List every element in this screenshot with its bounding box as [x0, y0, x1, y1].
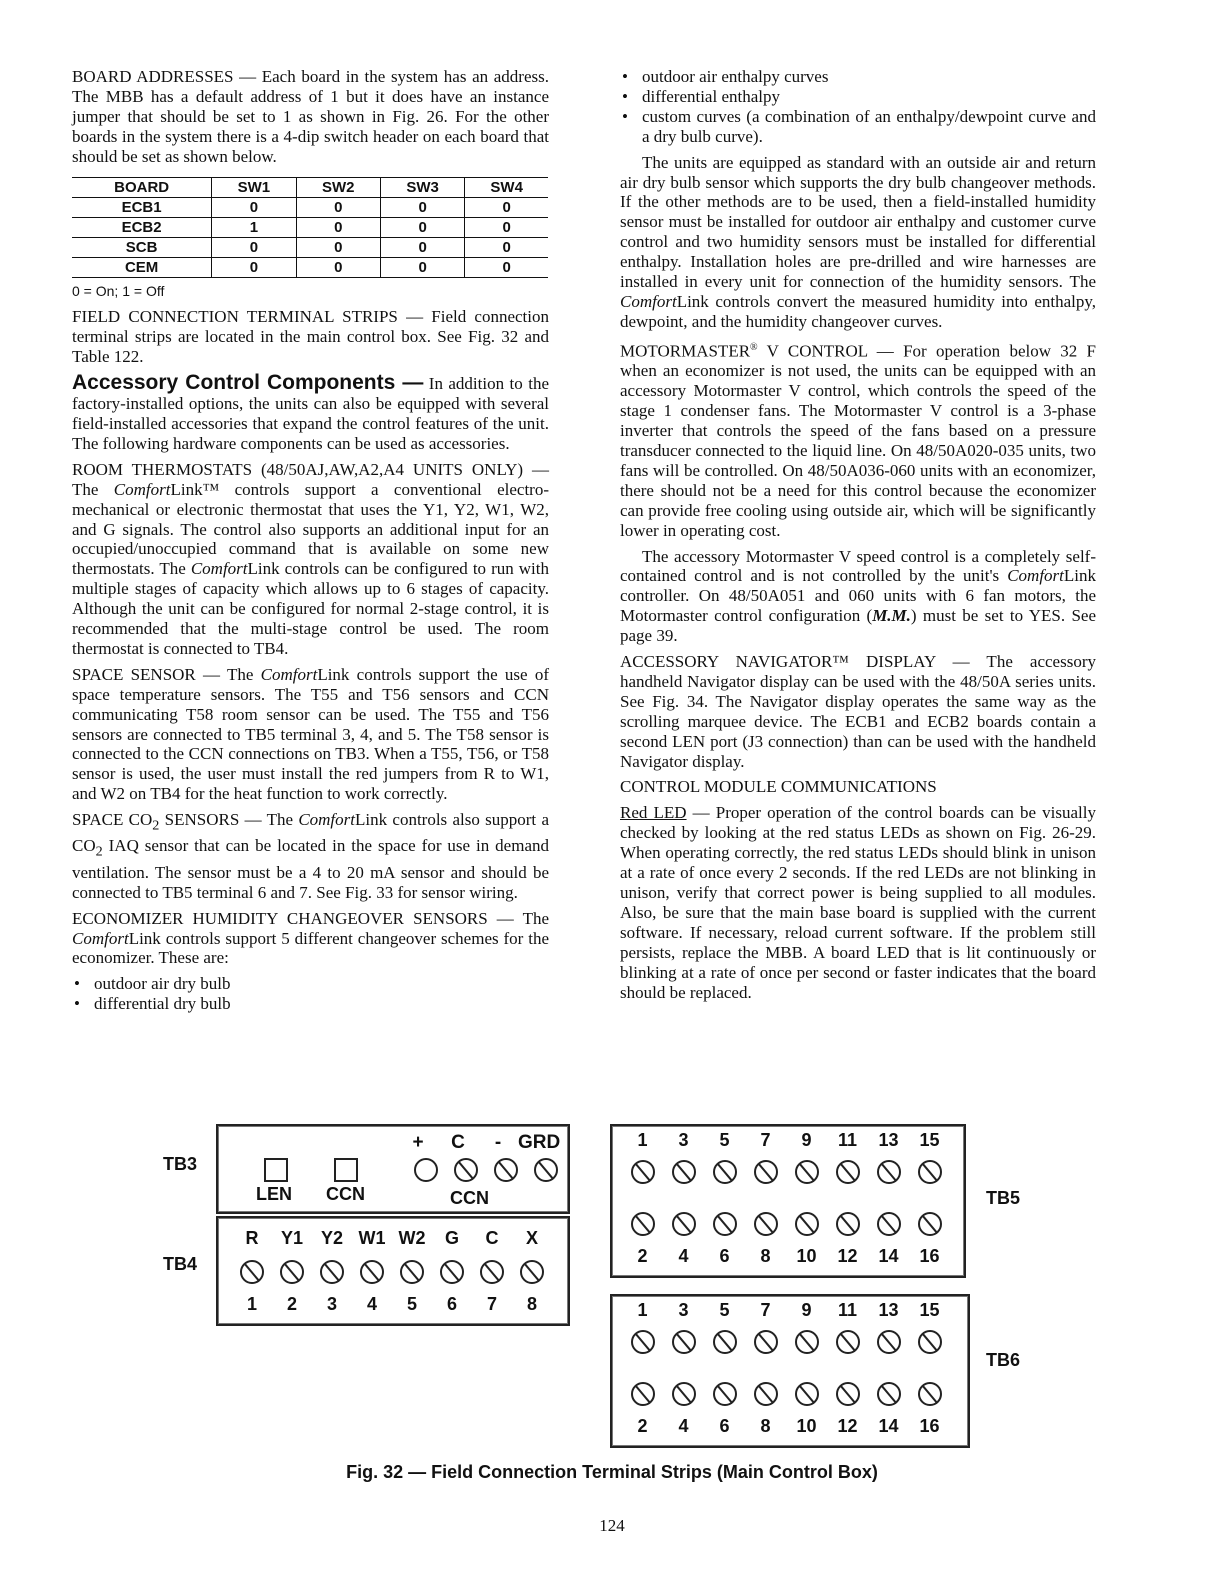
terminal-screw-icon	[754, 1330, 778, 1354]
control-module-heading: CONTROL MODULE COMMUNICATIONS	[620, 777, 937, 797]
terminal-screw-icon	[795, 1330, 819, 1354]
tb6-top-screws	[622, 1330, 950, 1359]
terminal-screw-icon	[836, 1382, 860, 1406]
terminal-label: 9	[801, 1300, 812, 1320]
list-item: • outdoor air dry bulb	[72, 974, 549, 994]
terminal-label: 2	[637, 1416, 648, 1436]
terminal-screw-icon	[713, 1160, 737, 1184]
screw-c-icon	[454, 1158, 478, 1182]
terminal-label: 3	[326, 1294, 337, 1314]
ccn-group-label: CCN	[450, 1188, 489, 1208]
terminal-screw-icon	[754, 1212, 778, 1236]
table-cell: 0	[296, 237, 380, 257]
terminal-label: C	[485, 1228, 499, 1248]
terminal-label: 2	[637, 1246, 648, 1266]
terminal-screw-icon	[877, 1212, 901, 1236]
tb3-screws	[406, 1158, 566, 1187]
right-column	[620, 67, 1096, 1008]
terminal-label: 11	[837, 1300, 858, 1320]
tb4-label: TB4	[163, 1254, 198, 1274]
len-terminal-icon	[264, 1158, 288, 1182]
list-item: • differential dry bulb	[72, 994, 549, 1014]
terminal-screw-icon	[795, 1212, 819, 1236]
terminal-label: 15	[919, 1300, 940, 1320]
table-header: SW4	[465, 177, 548, 197]
terminal-label: 16	[919, 1416, 940, 1436]
terminal-screw-icon	[320, 1260, 344, 1284]
terminal-screw-icon	[631, 1382, 655, 1406]
table-header: BOARD	[72, 177, 212, 197]
terminal-label: R	[245, 1228, 259, 1248]
terminal-label: 9	[801, 1130, 812, 1150]
terminal-label: 15	[919, 1130, 940, 1150]
table-row	[72, 237, 548, 257]
terminal-label: 7	[760, 1300, 771, 1320]
terminal-label: 13	[878, 1300, 899, 1320]
terminal-screw-icon	[672, 1382, 696, 1406]
units-equipped-paragraph: The units are equipped as standard with an outside air and return air dry bulb sensor which supports the dry bulb changeover methods. If the other methods are to be used, then a field-installed humidity sensor must be installed for outdoor air enthalpy and customer curve control and two humidity sensors must be installed for differential enthalpy. Installation holes are pre-drilled and wire harnesses are installed in every unit for connection of the humidity sensors. The ComfortLink controls convert the measured humidity into enthalpy, dewpoint, and the humidity changeover curves.	[620, 152, 1096, 331]
motormaster-paragraph: MOTORMASTER® V CONTROL — For operation below 32 F when an economizer is not used, the units can be equipped with an accessory Motormaster V control, which controls the speed of the stage 1 condenser fans. The Motormaster V control is a 3-phase inverter that controls the speed of the fans based on a pressure transducer connected to the liquid line. On 48/50A020-035 units, two fans will be controlled. On 48/50A036-060 units with an economizer, there should not be a need for this control because the economizer can provide free cooling using outside air, which will be significantly lower in operating cost.	[620, 341, 1096, 540]
terminal-label: W1	[358, 1228, 386, 1248]
terminal-screw-icon	[713, 1382, 737, 1406]
terminal-screw-icon	[754, 1160, 778, 1184]
terminal-screw-icon	[836, 1330, 860, 1354]
tb5-strip	[610, 1124, 966, 1278]
table-cell: 1	[212, 217, 296, 237]
terminal-label: 4	[678, 1246, 689, 1266]
terminal-screw-icon	[795, 1382, 819, 1406]
ccn-terminal-icon	[334, 1158, 358, 1182]
screw-minus-icon	[494, 1158, 518, 1182]
terminal-label: 13	[878, 1130, 899, 1150]
table-cell: 0	[212, 257, 296, 277]
economizer-bullet-list	[72, 974, 549, 1014]
tb6-strip	[610, 1294, 970, 1448]
table-header: SW2	[296, 177, 380, 197]
tb5-odd-numbers	[622, 1130, 950, 1151]
terminal-screw-icon	[480, 1260, 504, 1284]
switch-note: 0 = On; 1 = Off	[72, 282, 165, 299]
terminal-screw-icon	[918, 1212, 942, 1236]
tb5-bottom-screws	[622, 1212, 950, 1241]
terminal-label: 2	[286, 1294, 297, 1314]
terminal-label: 1	[637, 1130, 648, 1150]
len-label: LEN	[256, 1184, 292, 1204]
table-header: SW3	[380, 177, 464, 197]
field-connection-paragraph: FIELD CONNECTION TERMINAL STRIPS — Field connection terminal strips are located in the main control box. See Fig. 32 and Table 122.	[72, 307, 549, 367]
ccn-label: CCN	[326, 1184, 365, 1204]
terminal-screw-icon	[631, 1330, 655, 1354]
terminal-screw-icon	[360, 1260, 384, 1284]
list-item: • custom curves (a combination of an enthalpy/dewpoint curve and a dry bulb curve).	[620, 107, 1096, 147]
terminal-screw-icon	[918, 1330, 942, 1354]
terminal-screw-icon	[672, 1212, 696, 1236]
table-cell: ECB2	[72, 217, 212, 237]
terminal-screw-icon	[918, 1160, 942, 1184]
terminal-label: 6	[719, 1416, 730, 1436]
terminal-label: 8	[526, 1294, 537, 1314]
table-cell: 0	[380, 257, 464, 277]
terminal-label: 12	[837, 1246, 858, 1266]
table-cell: 0	[465, 237, 548, 257]
table-cell: 0	[380, 217, 464, 237]
terminal-label: 3	[678, 1130, 689, 1150]
economizer-paragraph: ECONOMIZER HUMIDITY CHANGEOVER SENSORS — The ComfortLink controls support 5 different changeover schemes for the economizer. These are:	[72, 908, 549, 968]
terminal-label: 14	[878, 1246, 899, 1266]
tb4-screws	[232, 1260, 552, 1289]
table-cell: 0	[380, 237, 464, 257]
terminal-label: 16	[919, 1246, 940, 1266]
terminal-label: 4	[678, 1416, 689, 1436]
table-cell: 0	[296, 217, 380, 237]
terminal-screw-icon	[280, 1260, 304, 1284]
tb6-even-numbers	[622, 1416, 950, 1437]
table-cell: 0	[465, 197, 548, 217]
tb6-odd-numbers	[622, 1300, 950, 1321]
terminal-label: X	[525, 1228, 538, 1248]
table-cell: 0	[465, 257, 548, 277]
table-cell: 0	[296, 197, 380, 217]
table-cell: 0	[380, 197, 464, 217]
terminal-screw-icon	[877, 1160, 901, 1184]
tb5-even-numbers	[622, 1246, 950, 1267]
terminal-screw-icon	[400, 1260, 424, 1284]
terminal-label: 12	[837, 1416, 858, 1436]
terminal-screw-icon	[836, 1212, 860, 1236]
table-cell: SCB	[72, 237, 212, 257]
tb4-signal-labels	[232, 1228, 552, 1249]
changeover-bullet-list	[620, 67, 1096, 147]
terminal-label: 14	[878, 1416, 899, 1436]
page-number: 124	[599, 1516, 625, 1535]
terminal-label: W2	[398, 1228, 426, 1248]
room-thermostats-paragraph: ROOM THERMOSTATS (48/50AJ,AW,A2,A4 UNITS ONLY) — The ComfortLink™ controls support a conventional electro-mechanical or electronic thermostat that uses the Y1, Y2, W1, W2, and G signals. The control also supports an additional input for an occupied/unoccupied command that is available on some new thermostats. The ComfortLink controls can be configured to run with multiple stages of capacity which allows up to 6 stages of capacity. Although the unit can be configured for normal 2-stage control, it is recommended that the multi-stage control be used. The room thermostat is connected to TB4.	[72, 459, 550, 658]
space-sensor-paragraph: SPACE SENSOR — The ComfortLink controls support the use of space temperature sensors. The T55 and T56 sensors and CCN communicating T58 room sensor can be used. The T55 and T56 sensors are connected to TB5 terminal 3, 4, and 5. The T58 sensor is connected to the CCN connections on TB3. When a T55, T56, or T58 sensor is used, the user must install the red jumpers from R to W1, and W2 on TB4 for the heat function to work correctly.	[72, 664, 549, 804]
table-row	[72, 197, 548, 217]
screw-grd-icon	[534, 1158, 558, 1182]
tb5-label: TB5	[986, 1188, 1021, 1208]
table-row	[72, 257, 548, 277]
tb3-label: TB3	[163, 1154, 198, 1174]
board-addresses-paragraph: BOARD ADDRESSES — Each board in the system has an address. The MBB has a default address of 1 but it does have an instance jumper that should be set to 1 as shown in Fig. 26. For the other boards in the system there is a 4-dip switch header on each board that should be set as shown below.	[72, 67, 549, 166]
terminal-label: 5	[719, 1130, 730, 1150]
figure-caption: Fig. 32 — Field Connection Terminal Strips (Main Control Box)	[346, 1462, 878, 1482]
accessory-heading: Accessory Control Components —	[72, 371, 424, 395]
terminal-screw-icon	[672, 1160, 696, 1184]
terminal-label: 5	[719, 1300, 730, 1320]
terminal-label: G	[444, 1228, 459, 1248]
terminal-label: Y2	[320, 1228, 344, 1248]
terminal-label: 6	[446, 1294, 457, 1314]
navigator-paragraph: ACCESSORY NAVIGATOR™ DISPLAY — The accessory handheld Navigator display can be used with the 48/50A series units. See Fig. 34. The Navigator display operates the same way as the scrolling marquee device. The ECB1 and ECB2 boards contain a second LEN port (J3 connection) than can be used with the handheld Navigator display.	[620, 652, 1096, 771]
terminal-screw-icon	[520, 1260, 544, 1284]
table-cell: ECB1	[72, 197, 212, 217]
terminal-label: 6	[719, 1246, 730, 1266]
terminal-screw-icon	[836, 1160, 860, 1184]
tb3-top-labels: + C - GRD	[412, 1132, 561, 1153]
table-cell: 0	[296, 257, 380, 277]
terminal-screw-icon	[918, 1382, 942, 1406]
table-cell: 0	[465, 217, 548, 237]
terminal-screw-icon	[713, 1212, 737, 1236]
list-item: • differential enthalpy	[620, 87, 1096, 107]
terminal-label: 7	[760, 1130, 771, 1150]
terminal-screw-icon	[240, 1260, 264, 1284]
screw-plus-icon	[414, 1158, 438, 1182]
terminal-screw-icon	[877, 1330, 901, 1354]
table-header: SW1	[212, 177, 296, 197]
list-item: • outdoor air enthalpy curves	[620, 67, 1096, 87]
table-cell: 0	[212, 197, 296, 217]
terminal-label: 8	[760, 1416, 771, 1436]
terminal-label: 8	[760, 1246, 771, 1266]
terminal-label: 11	[837, 1130, 858, 1150]
terminal-screw-icon	[631, 1160, 655, 1184]
space-co2-paragraph: SPACE $CO_2$ SENSORS — The ComfortLink controls also support a $CO_2$ IAQ sensor that can be located in the space for use in demand ventilation. The sensor must be a 4 to 20 mA sensor and should be connected to TB5 terminal 6 and 7. See Fig. 33 for sensor wiring.	[72, 810, 550, 902]
tb4-strip	[216, 1216, 570, 1326]
terminal-label: 10	[796, 1416, 817, 1436]
board-switch-table	[72, 177, 548, 278]
terminal-label: 10	[796, 1246, 817, 1266]
terminal-label: 7	[486, 1294, 497, 1314]
tb4-terminal-numbers	[232, 1294, 552, 1315]
terminal-screw-icon	[795, 1160, 819, 1184]
terminal-label: 1	[637, 1300, 648, 1320]
tb6-label: TB6	[986, 1350, 1021, 1370]
terminal-screw-icon	[877, 1382, 901, 1406]
tb6-bottom-screws	[622, 1382, 950, 1411]
terminal-screw-icon	[672, 1330, 696, 1354]
table-cell: 0	[212, 237, 296, 257]
terminal-screw-icon	[631, 1212, 655, 1236]
terminal-label: 3	[678, 1300, 689, 1320]
terminal-screw-icon	[440, 1260, 464, 1284]
table-cell: CEM	[72, 257, 212, 277]
tb5-top-screws	[622, 1160, 950, 1189]
terminal-label: 5	[406, 1294, 417, 1314]
terminal-screw-icon	[713, 1330, 737, 1354]
left-column	[72, 67, 549, 1020]
table-row	[72, 217, 548, 237]
accessory-paragraph: Accessory Control Components — In addition to the factory-installed options, the units can also be equipped with several field-installed accessories that expand the control features of the unit. The following hardware components can be used as accessories.	[72, 371, 549, 453]
terminal-label: 1	[246, 1294, 257, 1314]
terminal-label: 4	[366, 1294, 377, 1314]
tb3-strip	[216, 1124, 570, 1214]
terminal-label: Y1	[280, 1228, 304, 1248]
terminal-screw-icon	[754, 1382, 778, 1406]
motormaster-accessory-paragraph: The accessory Motormaster V speed control is a completely self-contained control and is not controlled by the unit's ComfortLink controller. On 48/50A051 and 060 units with 6 fan motors, the Motormaster control configuration (M.M.) must be set to YES. See page 39.	[620, 546, 1097, 646]
red-led-paragraph: Red LED — Proper operation of the control boards can be visually checked by looking at the red status LEDs as shown on Fig. 26-29. When operating correctly, the red status LEDs should blink in unison at a rate of once every 2 seconds. If the red LEDs are not blinking in unison, verify that correct power is being supplied to all modules. Also, be sure that the main base board is supplied with the current software. If necessary, reload current software. If the problem still persists, replace the MBB. A board LED that is lit continuously or blinking at a rate of once per second or faster indicates that the board should be replaced.	[620, 803, 1096, 1002]
